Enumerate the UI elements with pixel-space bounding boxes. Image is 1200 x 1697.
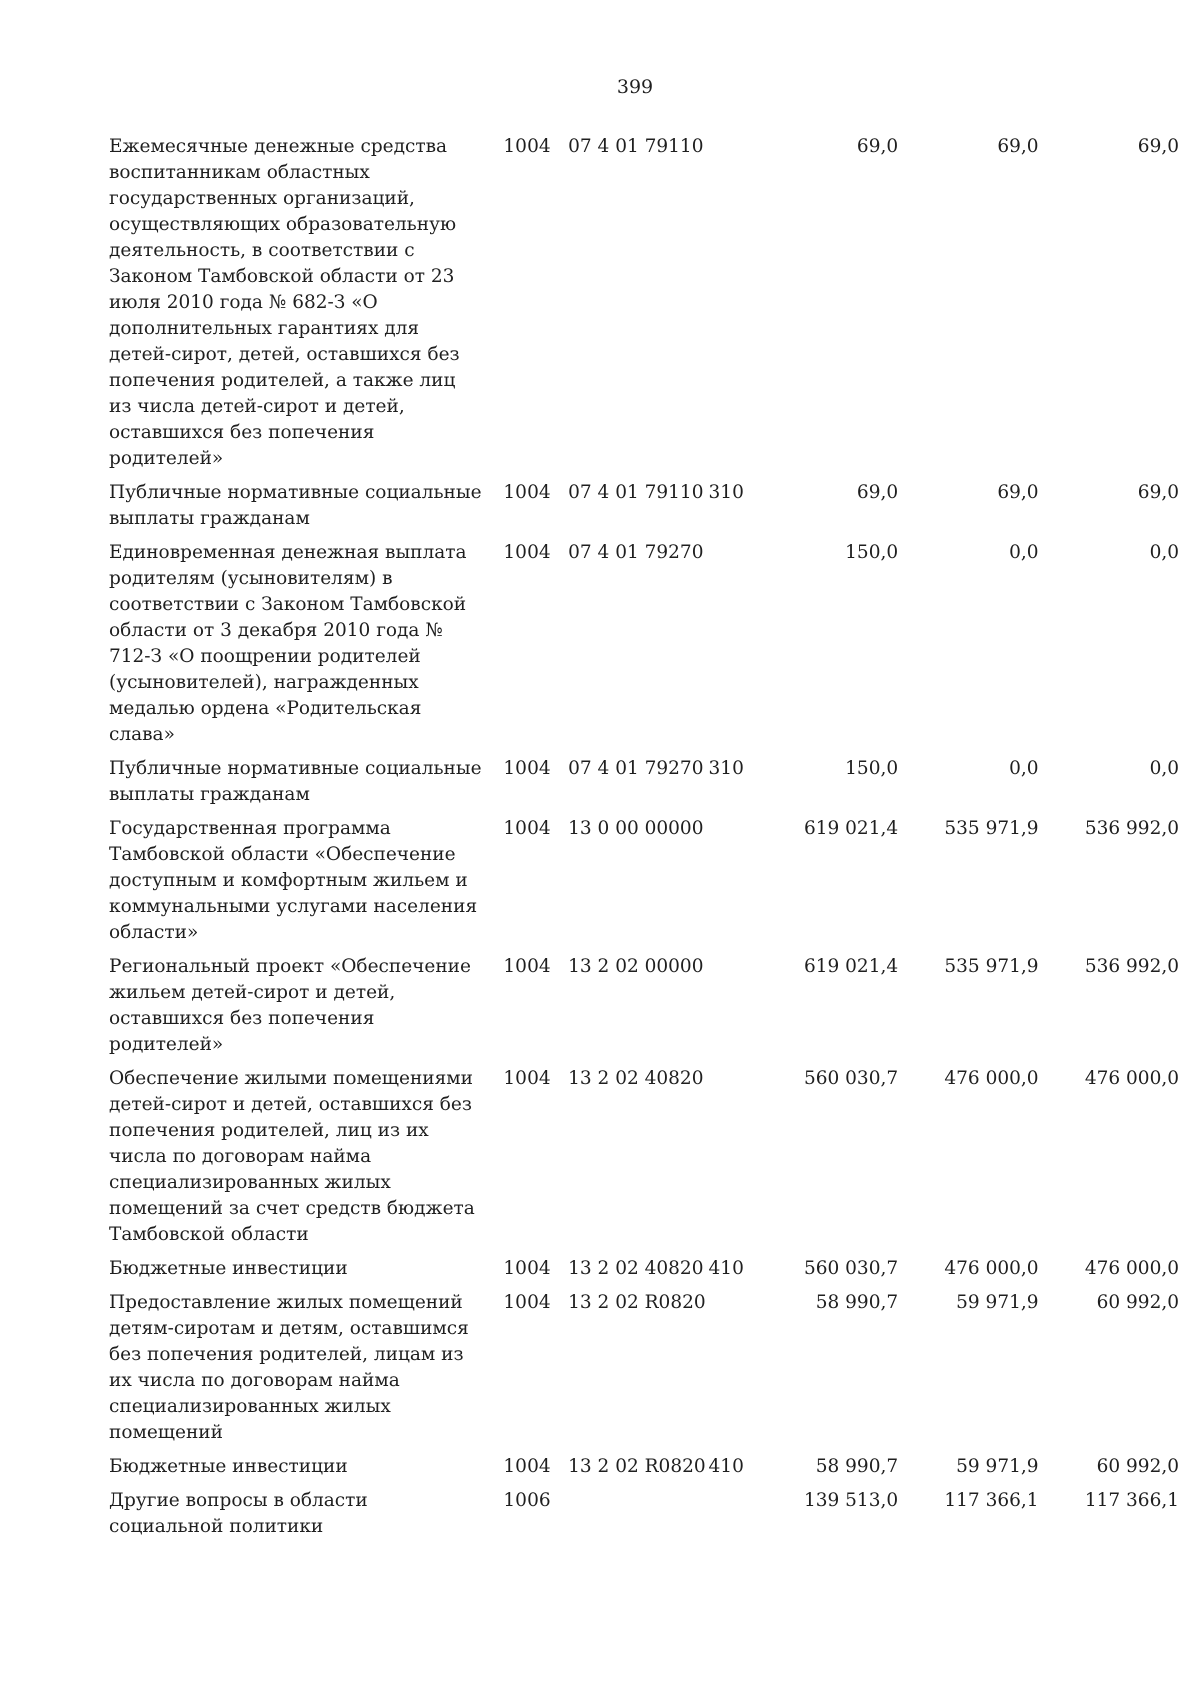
row-amount-3: 117 366,1	[1084, 1490, 1179, 1511]
table-row	[109, 1256, 1179, 1290]
row-subsection: 04	[527, 136, 551, 157]
row-amount-1: 58 990,7	[815, 1292, 899, 1313]
row-amount-2: 117 366,1	[944, 1490, 1039, 1511]
row-amount-2: 476 000,0	[944, 1258, 1039, 1279]
row-target-article: 13 2 02 R0820	[568, 1292, 706, 1313]
table-row	[109, 1488, 1179, 1548]
row-expense-type	[709, 954, 758, 1066]
row-section: 10	[503, 136, 527, 157]
row-expense-type	[709, 540, 758, 756]
row-amount-2: 0,0	[1009, 542, 1039, 563]
row-amount-1: 150,0	[845, 542, 899, 563]
table-row	[109, 1454, 1179, 1488]
row-amount-2: 535 971,9	[944, 956, 1039, 977]
row-name: Региональный проект «Обеспечение жильем детей-сирот и детей, оставшихся без попечения родителей»	[109, 956, 471, 1055]
row-section: 10	[503, 1456, 527, 1477]
row-section: 10	[503, 758, 527, 779]
row-amount-3: 476 000,0	[1084, 1258, 1179, 1279]
row-amount-2: 69,0	[997, 482, 1039, 503]
row-section: 10	[503, 956, 527, 977]
row-amount-1: 139 513,0	[803, 1490, 899, 1511]
row-target-article: 13 2 02 40820	[568, 1068, 704, 1089]
row-subsection: 04	[527, 542, 551, 563]
row-expense-type	[709, 1488, 758, 1548]
row-amount-3: 0,0	[1149, 758, 1179, 779]
row-amount-1: 69,0	[856, 482, 899, 503]
table-row	[109, 1066, 1179, 1256]
row-section: 10	[503, 542, 527, 563]
row-name: Бюджетные инвестиции	[109, 1456, 348, 1477]
row-amount-3: 69,0	[1137, 482, 1179, 503]
row-expense-type: 410	[708, 1456, 744, 1477]
row-name: Публичные нормативные социальные выплаты гражданам	[109, 482, 482, 529]
row-target-article: 07 4 01 79110	[568, 136, 704, 157]
row-amount-3: 60 992,0	[1096, 1292, 1179, 1313]
table-row	[109, 954, 1179, 1066]
row-amount-3: 536 992,0	[1084, 818, 1179, 839]
row-subsection: 04	[527, 818, 551, 839]
row-amount-1: 619 021,4	[803, 956, 899, 977]
table-row	[109, 540, 1179, 756]
row-name: Единовременная денежная выплата родителям (усыновителям) в соответствии с Законом Тамбовской области от 3 декабря 2010 года № 712-З «О поощрении родителей (усыновителей), награжденных медалью ордена «Родительская слава»	[109, 542, 467, 745]
row-amount-1: 150,0	[845, 758, 899, 779]
row-expense-type	[709, 1066, 758, 1256]
row-amount-3: 0,0	[1149, 542, 1179, 563]
row-amount-3: 476 000,0	[1084, 1068, 1179, 1089]
row-name: Другие вопросы в области социальной политики	[109, 1490, 368, 1537]
row-target-article: 13 2 02 00000	[568, 956, 704, 977]
row-amount-3: 69,0	[1137, 136, 1179, 157]
budget-table	[109, 134, 1179, 1548]
row-target-article: 07 4 01 79270	[568, 542, 704, 563]
row-expense-type	[709, 1290, 758, 1454]
row-subsection: 04	[527, 1258, 551, 1279]
row-amount-2: 69,0	[997, 136, 1039, 157]
page-number: 399	[616, 76, 654, 98]
row-subsection: 04	[527, 956, 551, 977]
row-amount-2: 476 000,0	[944, 1068, 1039, 1089]
row-amount-2: 0,0	[1009, 758, 1039, 779]
row-name: Государственная программа Тамбовской области «Обеспечение доступным и комфортным жильем и коммунальными услугами населения области»	[109, 818, 478, 943]
row-expense-type: 310	[708, 758, 744, 779]
row-amount-2: 535 971,9	[944, 818, 1039, 839]
row-amount-2: 59 971,9	[956, 1292, 1039, 1313]
table-row	[109, 1290, 1179, 1454]
row-section: 10	[503, 1258, 527, 1279]
row-amount-1: 560 030,7	[803, 1258, 899, 1279]
row-target-article: 13 2 02 R0820	[568, 1456, 706, 1477]
row-expense-type	[709, 134, 758, 480]
row-subsection: 04	[527, 482, 551, 503]
row-name: Ежемесячные денежные средства воспитанникам областных государственных организаций, осуществляющих образовательную деятельность, в соответствии с Законом Тамбовской области от 23 июля 2010 года № 682-З «О дополнительных гарантиях для детей-сирот, детей, оставшихся без попечения родителей, а также лиц из числа детей-сирот и детей, оставшихся без попечения родителей»	[109, 136, 460, 469]
row-amount-3: 536 992,0	[1084, 956, 1179, 977]
row-amount-1: 619 021,4	[803, 818, 899, 839]
row-target-article: 13 0 00 00000	[568, 818, 704, 839]
row-name: Предоставление жилых помещений детям-сиротам и детям, оставшимся без попечения родителей, лицам из их числа по договорам найма специализированных жилых помещений	[109, 1292, 469, 1443]
row-subsection: 04	[527, 758, 551, 779]
table-row	[109, 134, 1179, 480]
table-row	[109, 816, 1179, 954]
row-name: Публичные нормативные социальные выплаты гражданам	[109, 758, 482, 805]
row-amount-1: 560 030,7	[803, 1068, 899, 1089]
row-section: 10	[503, 1068, 527, 1089]
row-name: Бюджетные инвестиции	[109, 1258, 348, 1279]
row-target-article: 13 2 02 40820	[568, 1258, 704, 1279]
row-expense-type: 410	[708, 1258, 744, 1279]
row-section: 10	[503, 1490, 527, 1511]
row-name: Обеспечение жилыми помещениями детей-сирот и детей, оставшихся без попечения родителей, лиц из их числа по договорам найма специализированных жилых помещений за счет средств бюджета Тамбовской области	[109, 1068, 475, 1245]
row-expense-type: 310	[708, 482, 744, 503]
row-expense-type	[709, 816, 758, 954]
row-target-article	[568, 1488, 708, 1548]
row-section: 10	[503, 818, 527, 839]
row-subsection: 04	[527, 1292, 551, 1313]
row-amount-2: 59 971,9	[956, 1456, 1039, 1477]
row-target-article: 07 4 01 79110	[568, 482, 704, 503]
row-amount-1: 69,0	[856, 136, 899, 157]
row-subsection: 06	[527, 1490, 551, 1511]
row-amount-3: 60 992,0	[1096, 1456, 1179, 1477]
row-target-article: 07 4 01 79270	[568, 758, 704, 779]
row-section: 10	[503, 482, 527, 503]
row-subsection: 04	[527, 1068, 551, 1089]
row-subsection: 04	[527, 1456, 551, 1477]
row-section: 10	[503, 1292, 527, 1313]
table-row	[109, 756, 1179, 816]
table-row	[109, 480, 1179, 540]
row-amount-1: 58 990,7	[815, 1456, 899, 1477]
